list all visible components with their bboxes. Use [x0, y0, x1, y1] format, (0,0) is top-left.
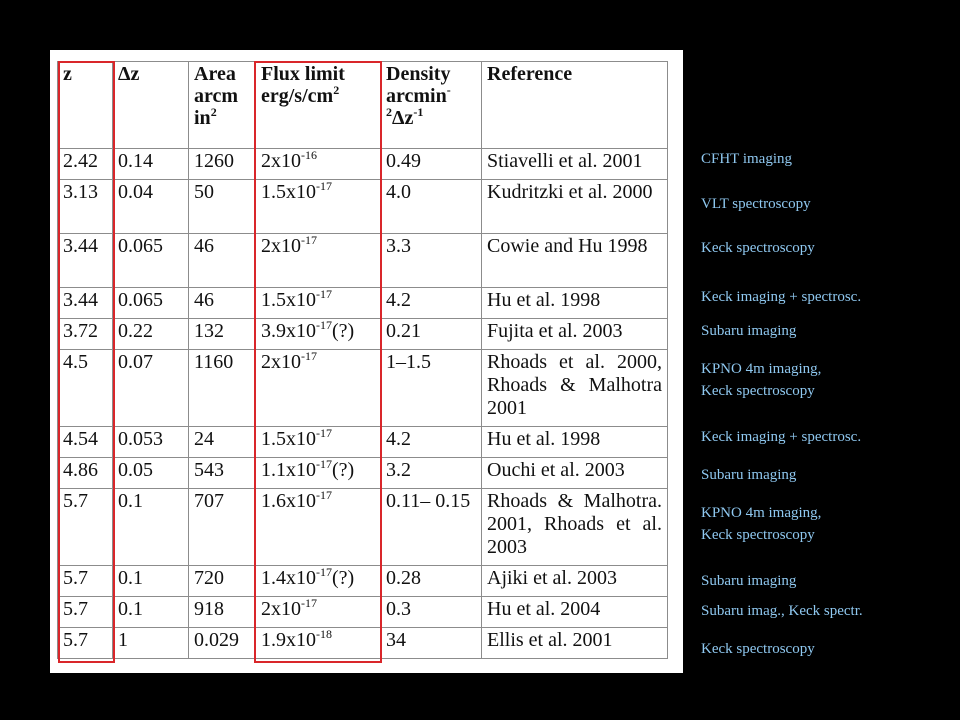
cell-density: 4.0 — [381, 180, 482, 234]
table-row — [58, 458, 668, 489]
cell-flux-limit: $2x10^{-17}$ — [256, 597, 381, 628]
cell-delta-z: 0.04 — [113, 180, 189, 234]
cell-flux-limit: $3.9x10^{-17}(?)$ — [256, 319, 381, 350]
cell-area: 1260 — [189, 149, 256, 180]
cell-delta-z: 0.05 — [113, 458, 189, 489]
cell-area: 720 — [189, 566, 256, 597]
cell-area: 1160 — [189, 350, 256, 427]
cell-z: 3.44 — [58, 234, 113, 288]
cell-delta-z: 0.1 — [113, 566, 189, 597]
cell-z: 3.44 — [58, 288, 113, 319]
table-row — [58, 628, 668, 659]
cell-flux-limit: $1.4x10^{-17}(?)$ — [256, 566, 381, 597]
cell-density: 3.2 — [381, 458, 482, 489]
note-row-3: Keck spectroscopy — [701, 240, 815, 256]
cell-density: 3.3 — [381, 234, 482, 288]
cell-reference: Rhoads et al. 2000, Rhoads & Malhotra 2001 — [482, 350, 668, 427]
table-row — [58, 597, 668, 628]
cell-z: 5.7 — [58, 566, 113, 597]
cell-z: 3.72 — [58, 319, 113, 350]
cell-z: 5.7 — [58, 628, 113, 659]
cell-flux-limit: $1.9x10^{-18}$ — [256, 628, 381, 659]
lyman-alpha-survey-table — [57, 61, 668, 659]
cell-reference: Ajiki et al. 2003 — [482, 566, 668, 597]
cell-delta-z: 0.1 — [113, 489, 189, 566]
cell-density: 34 — [381, 628, 482, 659]
cell-area: 132 — [189, 319, 256, 350]
cell-area: 543 — [189, 458, 256, 489]
cell-area: 46 — [189, 234, 256, 288]
note-row-11: Subaru imag., Keck spectr. — [701, 603, 863, 619]
cell-reference: Ouchi et al. 2003 — [482, 458, 668, 489]
cell-delta-z: 0.22 — [113, 319, 189, 350]
cell-flux-limit: $1.5x10^{-17}$ — [256, 180, 381, 234]
cell-reference: Stiavelli et al. 2001 — [482, 149, 668, 180]
cell-z: 2.42 — [58, 149, 113, 180]
cell-reference: Ellis et al. 2001 — [482, 628, 668, 659]
cell-flux-limit: $1.5x10^{-17}$ — [256, 288, 381, 319]
note-row-1: CFHT imaging — [701, 151, 792, 167]
cell-area: 707 — [189, 489, 256, 566]
header-flux-limit: Flux limit erg/$s/cm^2$ — [256, 62, 381, 149]
cell-area: 50 — [189, 180, 256, 234]
cell-density: 0.3 — [381, 597, 482, 628]
table-row — [58, 350, 668, 427]
header-delta-z: Δz — [113, 62, 189, 149]
header-reference: Reference — [482, 62, 668, 149]
cell-density: 0.49 — [381, 149, 482, 180]
cell-delta-z: 0.14 — [113, 149, 189, 180]
cell-delta-z: 1 — [113, 628, 189, 659]
cell-z: 3.13 — [58, 180, 113, 234]
note-row-6: KPNO 4m imaging, Keck spectroscopy — [701, 361, 822, 399]
cell-flux-limit: $1.1x10^{-17}(?)$ — [256, 458, 381, 489]
table-row — [58, 234, 668, 288]
cell-density: 0.28 — [381, 566, 482, 597]
cell-z: 4.54 — [58, 427, 113, 458]
cell-flux-limit: $2x10^{-17}$ — [256, 234, 381, 288]
table-row — [58, 180, 668, 234]
cell-density: 4.2 — [381, 427, 482, 458]
cell-reference: Hu et al. 2004 — [482, 597, 668, 628]
note-row-8: Subaru imaging — [701, 467, 797, 483]
header-area: Area arcm $in^2$ — [189, 62, 256, 149]
cell-z: 5.7 — [58, 489, 113, 566]
cell-reference: Cowie and Hu 1998 — [482, 234, 668, 288]
table-row — [58, 427, 668, 458]
note-row-12: Keck spectroscopy — [701, 641, 815, 657]
cell-area: 46 — [189, 288, 256, 319]
cell-area: 918 — [189, 597, 256, 628]
cell-density: 4.2 — [381, 288, 482, 319]
header-row — [58, 62, 668, 149]
cell-reference: Hu et al. 1998 — [482, 427, 668, 458]
cell-delta-z: 0.053 — [113, 427, 189, 458]
cell-z: 4.86 — [58, 458, 113, 489]
header-z: z — [58, 62, 113, 149]
cell-density: 0.11– 0.15 — [381, 489, 482, 566]
cell-flux-limit: $2x10^{-16}$ — [256, 149, 381, 180]
header-density: Density arcmin- $^2\Delta z^{-1}$ — [381, 62, 482, 149]
cell-reference: Hu et al. 1998 — [482, 288, 668, 319]
cell-z: 4.5 — [58, 350, 113, 427]
cell-area: 0.029 — [189, 628, 256, 659]
cell-reference: Fujita et al. 2003 — [482, 319, 668, 350]
cell-flux-limit: $2x10^{-17}$ — [256, 350, 381, 427]
cell-delta-z: 0.07 — [113, 350, 189, 427]
cell-reference: Kudritzki et al. 2000 — [482, 180, 668, 234]
table-row — [58, 149, 668, 180]
table-row — [58, 566, 668, 597]
table-row — [58, 319, 668, 350]
cell-delta-z: 0.065 — [113, 288, 189, 319]
table-row — [58, 288, 668, 319]
cell-z: 5.7 — [58, 597, 113, 628]
cell-area: 24 — [189, 427, 256, 458]
table-row — [58, 489, 668, 566]
note-row-10: Subaru imaging — [701, 573, 797, 589]
note-row-4: Keck imaging + spectrosc. — [701, 289, 862, 305]
note-row-5: Subaru imaging — [701, 323, 797, 339]
note-row-9: KPNO 4m imaging, Keck spectroscopy — [701, 505, 822, 543]
cell-density: 1–1.5 — [381, 350, 482, 427]
note-row-7: Keck imaging + spectrosc. — [701, 429, 862, 445]
cell-flux-limit: $1.6x10^{-17}$ — [256, 489, 381, 566]
cell-delta-z: 0.1 — [113, 597, 189, 628]
cell-density: 0.21 — [381, 319, 482, 350]
cell-flux-limit: $1.5x10^{-17}$ — [256, 427, 381, 458]
cell-reference: Rhoads & Malhotra. 2001, Rhoads et al. 2003 — [482, 489, 668, 566]
note-row-2: VLT spectroscopy — [701, 196, 811, 212]
table-panel — [50, 50, 683, 673]
cell-delta-z: 0.065 — [113, 234, 189, 288]
